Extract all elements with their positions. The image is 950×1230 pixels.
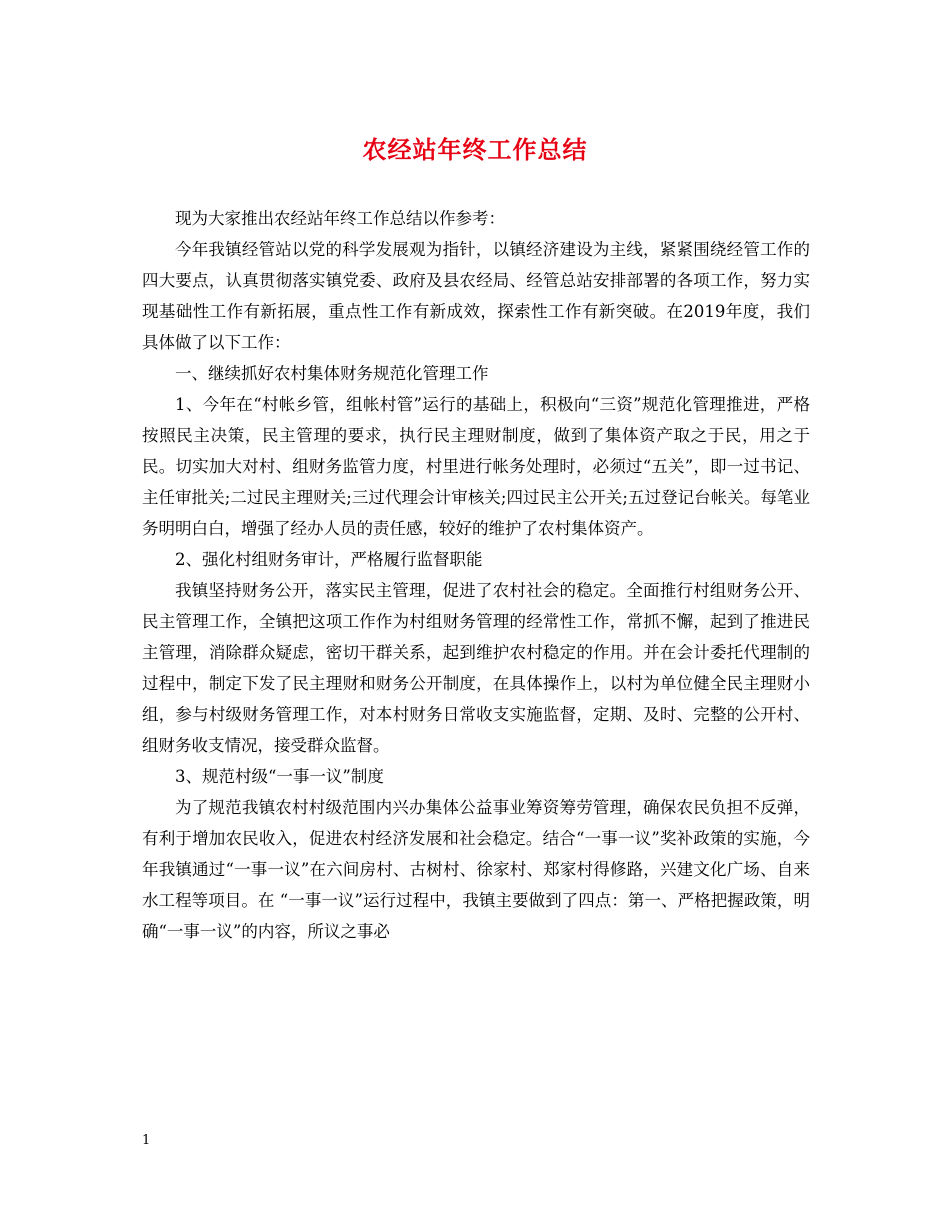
intro-paragraph: 现为大家推出农经站年终工作总结以作参考： (175, 209, 505, 228)
section-heading-1: 一、继续抓好农村集体财务规范化管理工作 (175, 364, 489, 383)
item-2-heading: 2、强化村组财务审计，严格履行监督职能 (175, 550, 483, 569)
item-3-heading: 3、规范村级“一事一议”制度 (175, 767, 384, 786)
item-1-paragraph: 1、今年在“村帐乡管，组帐村管”运行的基础上，积极向“三资”规范化管理推进，严格按照民主决策，民主管理的要求，执行民主理财制度，做到了集体资产取之于民，用之于民。切实加大对村、组财务监管力度，村里进行帐务处理时，必须过“五关”，即一过书记、主任审批关;二过民主理财关;三过代理会计审核关;四过民主公开关;五过登记台帐关。每笔业务明明白白，增强了经办人员的责任感，较好的维护了农村集体资产。 (142, 395, 810, 538)
page-number: 1 (142, 1133, 151, 1148)
item-3-paragraph: 为了规范我镇农村村级范围内兴办集体公益事业筹资筹劳管理，确保农民负担不反弹，有利于增加农民收入，促进农村经济发展和社会稳定。结合“一事一议”奖补政策的实施，今年我镇通过“一事一议”在六间房村、古树村、徐家村、郑家村得修路，兴建文化广场、自来水工程等项目。在 “一事一议”运行过程中，我镇主要做到了四点：第一、严格把握政策，明确“一事一议”的内容，所议之事必 (142, 798, 810, 941)
document-title: 农经站年终工作总结 (362, 135, 588, 164)
item-2-paragraph: 我镇坚持财务公开，落实民主管理，促进了农村社会的稳定。全面推行村组财务公开、民主管理工作，全镇把这项工作作为村组财务管理的经常性工作，常抓不懈，起到了推进民主管理，消除群众疑虑，密切干群关系，起到维护农村稳定的作用。并在会计委托代理制的过程中，制定下发了民主理财和财务公开制度，在具体操作上，以村为单位健全民主理财小组，参与村级财务管理工作，对本村财务日常收支实施监督，定期、及时、完整的公开村、组财务收支情况，接受群众监督。 (142, 581, 810, 755)
overview-paragraph: 今年我镇经管站以党的科学发展观为指针，以镇经济建设为主线，紧紧围绕经管工作的四大要点，认真贯彻落实镇党委、政府及县农经局、经管总站安排部署的各项工作，努力实现基础性工作有新拓展，重点性工作有新成效，探索性工作有新突破。在2019年度，我们具体做了以下工作： (142, 240, 810, 352)
document-body (142, 203, 810, 947)
